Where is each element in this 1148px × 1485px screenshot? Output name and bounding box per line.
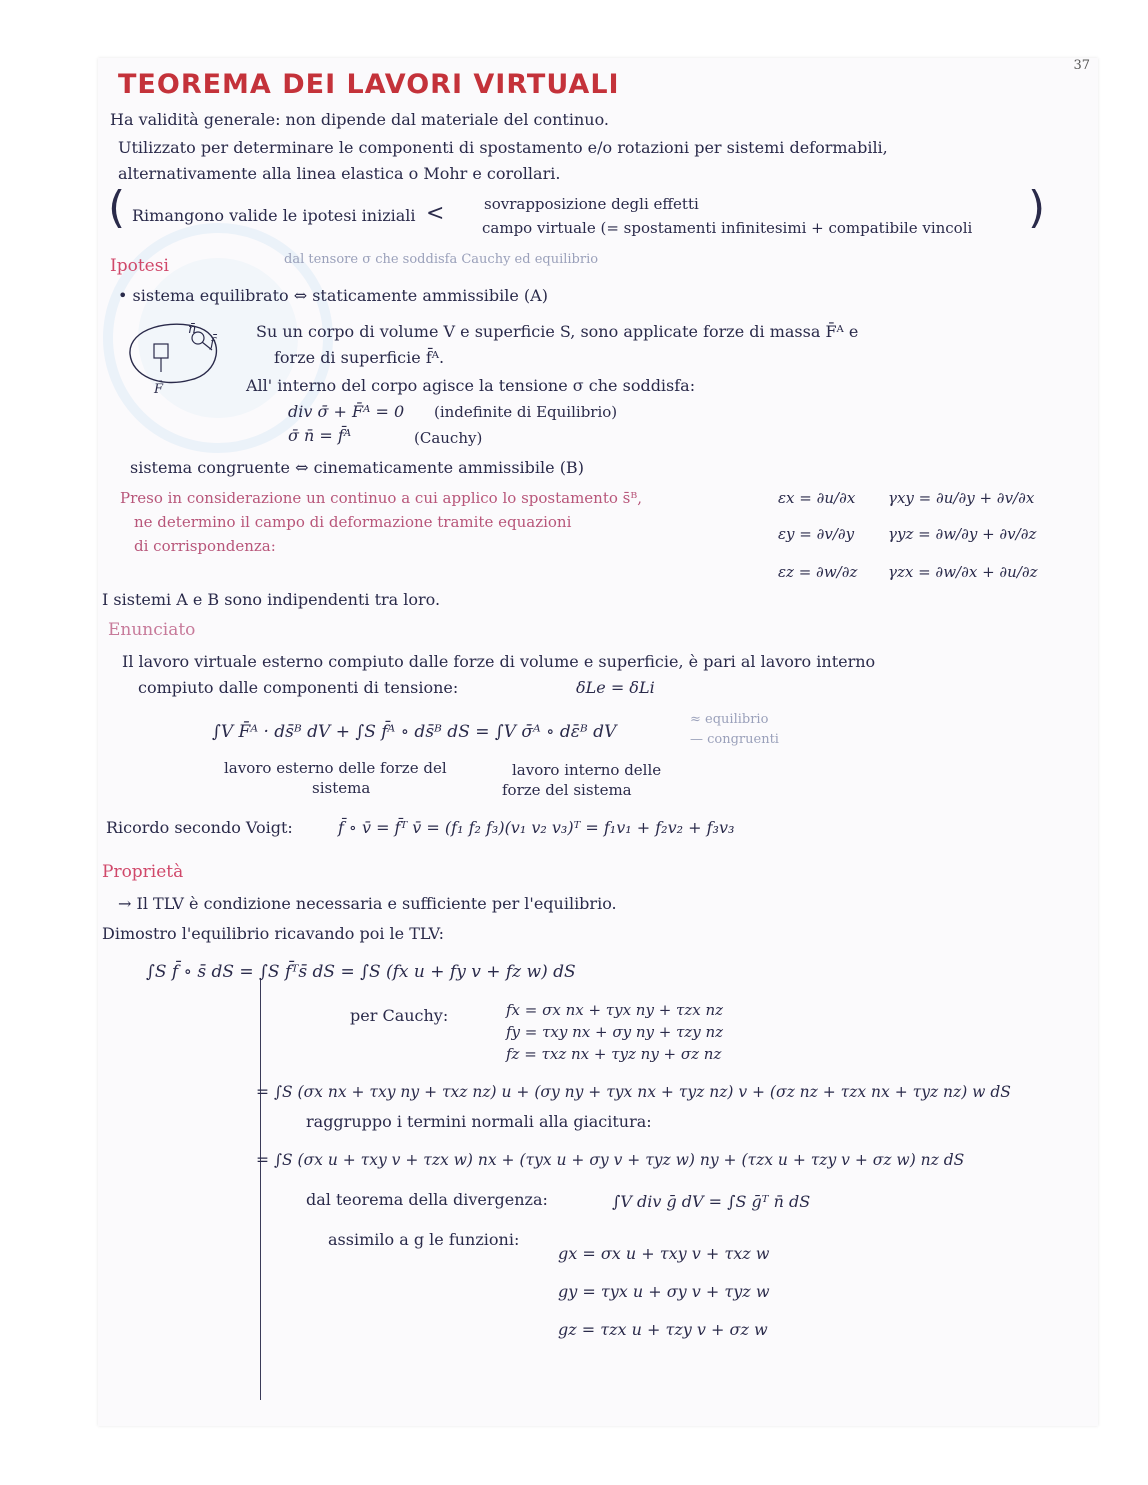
work-equality: δLe = δLi [576,678,655,697]
assimilo-label: assimilo a g le funzioni: [328,1230,520,1249]
strain-gyz: γyz = ∂w/∂y + ∂v/∂z [888,525,1037,543]
derivation-step-2: = ∫S (σx nx + τxy ny + τxz nz) u + (σy ny + τyx nx + τyz nz) v + (σz nz + τzx nx + τyz nz) w dS [256,1083,1011,1101]
equilibrium-equation: div σ̄ + F̄ᴬ = 0 [288,402,405,421]
notes-page [98,58,1098,1426]
congruent-note-3: di corrispondenza: [134,537,276,555]
internal-work-label-1: lavoro interno delle [512,761,662,779]
strain-gxy: γxy = ∂u/∂y + ∂v/∂x [888,489,1035,507]
intro-line-3: alternativamente alla linea elastica o Mohr e corollari. [118,164,561,183]
open-paren: ( [108,182,126,233]
strain-ey: εy = ∂v/∂y [778,525,855,543]
hypothesis-option-1: sovrapposizione degli effetti [484,195,699,213]
virtual-work-equation: ∫V F̄ᴬ · ds̄ᴮ dV + ∫S f̄ᴬ ∘ ds̄ᴮ dS = ∫V σ̄ᴬ ∘ dε̄ᴮ dV [212,722,617,742]
ipotesi-body-3: All' interno del corpo agisce la tensione σ che soddisfa: [246,376,696,395]
derivation-vertical-line [260,980,261,1400]
divergence-theorem-equation: ∫V div ḡ dV = ∫S ḡᵀ n̄ dS [612,1192,811,1211]
strain-ez: εz = ∂w/∂z [778,563,858,581]
faint-note: dal tensore σ che soddisfa Cauchy ed equilibrio [284,252,599,267]
ipotesi-body-1: Su un corpo di volume V e superficie S, sono applicate forze di massa F̄ᴬ e [256,322,859,341]
hypothesis-option-2: campo virtuale (= spostamenti infinitesimi + compatibile vincoli [482,219,973,237]
divergence-theorem-label: dal teorema della divergenza: [306,1190,548,1209]
derivation-step-3: = ∫S (σx u + τxy v + τzx w) nx + (τyx u + σy v + τyz w) ny + (τzx u + τzy v + σz w) nz dS [256,1151,965,1169]
fig-normal-label: n̄ [188,322,197,337]
congruent-note-2: ne determino il campo di deformazione tramite equazioni [134,513,572,531]
strain-gzx: γzx = ∂w/∂x + ∂u/∂z [888,563,1038,581]
ipotesi-body-2: forze di superficie f̄ᴬ. [274,348,445,367]
intro-line-1: Ha validità generale: non dipende dal materiale del continuo. [110,110,610,129]
cauchy-fy: fy = τxy nx + σy ny + τzy nz [506,1023,724,1041]
page-number: 37 [1073,58,1090,73]
close-paren: ) [1028,182,1046,233]
less-than-branch: < [426,201,445,226]
equilibrium-equation-label: (indefinite di Equilibrio) [434,403,618,421]
per-cauchy-label: per Cauchy: [350,1006,449,1025]
cauchy-fz: fz = τxz nx + τyz ny + σz nz [506,1045,722,1063]
enunciato-heading: Enunciato [108,620,196,640]
voigt-equation: f̄ ∘ v̄ = f̄ᵀ v̄ = (f₁ f₂ f₃)(v₁ v₂ v₃)ᵀ = f₁v₁ + f₂v₂ + f₃v₃ [338,818,735,837]
proprieta-line-1: → Il TLV è condizione necessaria e sufficiente per l'equilibrio. [118,894,617,913]
proprieta-line-2: Dimostro l'equilibrio ricavando poi le TLV: [102,924,444,943]
body-sketch-icon [120,314,232,394]
function-gx: gx = σx u + τxy v + τxz w [558,1244,770,1263]
enunciato-line-2: compiuto dalle componenti di tensione: [138,678,459,697]
equation-side-note-2: — congruenti [690,732,779,747]
bullet-equilibrated-text: sistema equilibrato ⇔ staticamente ammissibile (A) [132,286,548,305]
page-title: TEOREMA DEI LAVORI VIRTUALI [118,69,620,100]
ipotesi-heading: Ipotesi [110,256,169,276]
group-terms-note: raggruppo i termini normali alla giacitura: [306,1112,652,1131]
strain-ex: εx = ∂u/∂x [778,489,856,507]
voigt-prefix: Ricordo secondo Voigt: [106,818,293,837]
congruent-note-1: Preso in considerazione un continuo a cui applico lo spostamento s̄ᴮ, [120,489,643,507]
hypotheses-remain: Rimangono valide le ipotesi iniziali [132,206,416,225]
bullet-equilibrated: • sistema equilibrato ⇔ staticamente ammissibile (A) [118,286,548,305]
enunciato-line-1: Il lavoro virtuale esterno compiuto dalle forze di volume e superficie, è pari al lavoro interno [122,652,876,671]
equation-side-note-1: ≈ equilibrio [690,712,769,727]
external-work-label-2: sistema [312,779,371,797]
intro-line-2: Utilizzato per determinare le componenti di spostamento e/o rotazioni per sistemi deformabili, [118,138,888,157]
cauchy-equation: σ̄ n̄ = f̄ᴬ [288,426,352,445]
proprieta-heading: Proprietà [102,862,184,882]
function-gz: gz = τzx u + τzy v + σz w [558,1320,768,1339]
congruent-system: sistema congruente ⇔ cinematicamente ammissibile (B) [130,458,584,477]
cauchy-equation-label: (Cauchy) [414,429,483,447]
derivation-step-1: ∫S f̄ ∘ s̄ dS = ∫S f̄ᵀs̄ dS = ∫S (fx u + fy v + fz w) dS [146,962,576,982]
external-work-label-1: lavoro esterno delle forze del [224,759,447,777]
cauchy-fx: fx = σx nx + τyx ny + τzx nz [506,1001,724,1019]
internal-work-label-2: forze del sistema [502,781,632,799]
fig-force-surface-label: f̄ [210,336,215,351]
systems-independent: I sistemi A e B sono indipendenti tra loro. [102,590,441,609]
fig-force-mass-label: F̄ [154,382,164,397]
function-gy: gy = τyx u + σy v + τyz w [558,1282,770,1301]
